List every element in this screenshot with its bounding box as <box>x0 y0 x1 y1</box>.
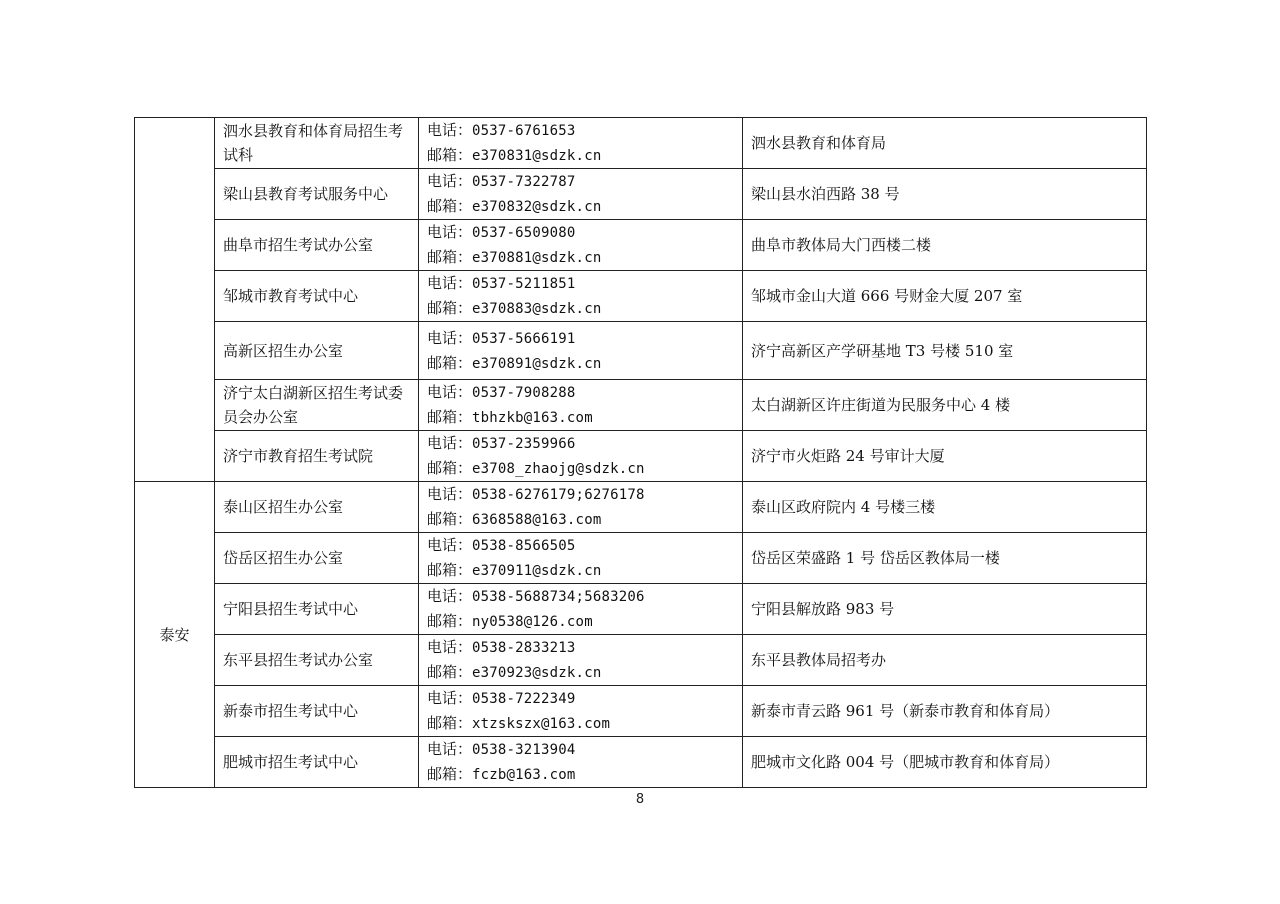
office-name-cell: 邹城市教育考试中心 <box>215 271 419 322</box>
email-label: 邮箱： <box>427 146 473 164</box>
email-line <box>427 507 734 532</box>
phone-line <box>427 271 734 296</box>
phone-label: 电话： <box>427 740 473 758</box>
phone-number: 0537-5211851 <box>472 276 576 292</box>
office-name-cell: 梁山县教育考试服务中心 <box>215 169 419 220</box>
region-cell <box>135 118 215 482</box>
phone-line <box>427 380 734 405</box>
office-name-cell: 济宁太白湖新区招生考试委员会办公室 <box>215 380 419 431</box>
office-name-cell: 东平县招生考试办公室 <box>215 635 419 686</box>
email-address: e370923@sdzk.cn <box>472 665 602 681</box>
office-name-cell: 济宁市教育招生考试院 <box>215 431 419 482</box>
email-label: 邮箱： <box>427 459 473 477</box>
office-name-cell: 新泰市招生考试中心 <box>215 686 419 737</box>
phone-line <box>427 737 734 762</box>
table-row <box>135 118 1147 169</box>
email-address: e370891@sdzk.cn <box>472 355 602 372</box>
contact-cell <box>419 431 743 482</box>
phone-number: 0538-7222349 <box>472 691 576 707</box>
phone-label: 电话： <box>427 536 473 554</box>
email-label: 邮箱： <box>427 765 473 783</box>
address-cell: 宁阳县解放路 983 号 <box>743 584 1147 635</box>
phone-number: 0538-5688734;5683206 <box>472 589 645 605</box>
phone-label: 电话： <box>427 485 473 503</box>
table-row <box>135 271 1147 322</box>
email-address: e370831@sdzk.cn <box>472 148 602 164</box>
table-row <box>135 220 1147 271</box>
table-row <box>135 584 1147 635</box>
email-label: 邮箱： <box>427 561 473 579</box>
address-cell: 梁山县水泊西路 38 号 <box>743 169 1147 220</box>
email-line <box>427 351 734 376</box>
phone-line <box>427 584 734 609</box>
email-address: 6368588@163.com <box>472 512 602 528</box>
address-cell: 曲阜市教体局大门西楼二楼 <box>743 220 1147 271</box>
phone-line <box>427 533 734 558</box>
email-line <box>427 456 734 481</box>
table-row <box>135 431 1147 482</box>
contact-cell <box>419 737 743 788</box>
phone-number: 0538-8566505 <box>472 538 576 554</box>
table-row <box>135 169 1147 220</box>
phone-label: 电话： <box>427 121 473 139</box>
email-line <box>427 405 734 430</box>
email-label: 邮箱： <box>427 248 473 266</box>
phone-number: 0537-5666191 <box>472 330 576 347</box>
contact-cell <box>419 322 743 380</box>
email-label: 邮箱： <box>427 353 473 372</box>
address-cell: 肥城市文化路 004 号（肥城市教育和体育局） <box>743 737 1147 788</box>
phone-line <box>427 686 734 711</box>
table-body <box>135 118 1147 788</box>
phone-line <box>427 220 734 245</box>
contact-cell <box>419 584 743 635</box>
email-line <box>427 558 734 583</box>
office-name-cell: 宁阳县招生考试中心 <box>215 584 419 635</box>
email-label: 邮箱： <box>427 510 473 528</box>
exam-office-contact-table <box>134 117 1147 788</box>
address-cell: 太白湖新区许庄街道为民服务中心 4 楼 <box>743 380 1147 431</box>
phone-number: 0537-6509080 <box>472 225 576 241</box>
email-address: e370911@sdzk.cn <box>472 563 602 579</box>
phone-line <box>427 326 734 351</box>
contact-cell <box>419 533 743 584</box>
phone-number: 0537-7322787 <box>472 174 576 190</box>
contact-cell <box>419 686 743 737</box>
phone-line <box>427 482 734 507</box>
address-cell: 新泰市青云路 961 号（新泰市教育和体育局） <box>743 686 1147 737</box>
phone-line <box>427 635 734 660</box>
contact-cell <box>419 118 743 169</box>
contact-cell <box>419 635 743 686</box>
phone-line <box>427 169 734 194</box>
email-line <box>427 143 734 168</box>
office-name-cell: 泗水县教育和体育局招生考试科 <box>215 118 419 169</box>
phone-label: 电话： <box>427 223 473 241</box>
email-line <box>427 296 734 321</box>
table-row <box>135 533 1147 584</box>
phone-number: 0537-7908288 <box>472 385 576 401</box>
email-label: 邮箱： <box>427 197 473 215</box>
phone-number: 0538-6276179;6276178 <box>472 487 645 503</box>
phone-label: 电话： <box>427 689 473 707</box>
email-label: 邮箱： <box>427 714 473 732</box>
contact-cell <box>419 220 743 271</box>
email-address: e370883@sdzk.cn <box>472 301 602 317</box>
phone-number: 0537-6761653 <box>472 123 576 139</box>
page-number: 8 <box>635 792 645 807</box>
table-row <box>135 380 1147 431</box>
table-row <box>135 686 1147 737</box>
email-address: e3708_zhaojg@sdzk.cn <box>472 461 645 477</box>
address-cell: 邹城市金山大道 666 号财金大厦 207 室 <box>743 271 1147 322</box>
email-label: 邮箱： <box>427 663 473 681</box>
office-name-cell: 岱岳区招生办公室 <box>215 533 419 584</box>
email-line <box>427 194 734 219</box>
phone-label: 电话： <box>427 587 473 605</box>
email-address: fczb@163.com <box>472 767 576 783</box>
address-cell: 济宁高新区产学研基地 T3 号楼 510 室 <box>743 322 1147 380</box>
phone-label: 电话： <box>427 172 473 190</box>
contact-cell <box>419 380 743 431</box>
phone-label: 电话： <box>427 434 473 452</box>
email-address: xtzskszx@163.com <box>472 716 611 732</box>
address-cell: 泰山区政府院内 4 号楼三楼 <box>743 482 1147 533</box>
table-row <box>135 322 1147 380</box>
office-name-cell: 曲阜市招生考试办公室 <box>215 220 419 271</box>
phone-number: 0538-2833213 <box>472 640 576 656</box>
address-cell: 东平县教体局招考办 <box>743 635 1147 686</box>
phone-line <box>427 431 734 456</box>
email-address: ny0538@126.com <box>472 614 593 630</box>
email-line <box>427 245 734 270</box>
email-line <box>427 762 734 787</box>
email-address: e370832@sdzk.cn <box>472 199 602 215</box>
email-line <box>427 660 734 685</box>
table-row <box>135 635 1147 686</box>
phone-line <box>427 118 734 143</box>
phone-number: 0537-2359966 <box>472 436 576 452</box>
address-cell: 济宁市火炬路 24 号审计大厦 <box>743 431 1147 482</box>
email-address: e370881@sdzk.cn <box>472 250 602 266</box>
region-cell: 泰安 <box>135 482 215 788</box>
phone-label: 电话： <box>427 274 473 292</box>
email-line <box>427 711 734 736</box>
table-row <box>135 482 1147 533</box>
address-cell: 岱岳区荣盛路 1 号 岱岳区教体局一楼 <box>743 533 1147 584</box>
email-label: 邮箱： <box>427 612 473 630</box>
email-address: tbhzkb@163.com <box>472 410 593 426</box>
office-name-cell: 高新区招生办公室 <box>215 322 419 380</box>
contact-cell <box>419 271 743 322</box>
email-label: 邮箱： <box>427 408 473 426</box>
table-row <box>135 737 1147 788</box>
phone-label: 电话： <box>427 328 473 347</box>
phone-number: 0538-3213904 <box>472 742 576 758</box>
office-name-cell: 泰山区招生办公室 <box>215 482 419 533</box>
office-name-cell: 肥城市招生考试中心 <box>215 737 419 788</box>
email-line <box>427 609 734 634</box>
phone-label: 电话： <box>427 383 473 401</box>
address-cell: 泗水县教育和体育局 <box>743 118 1147 169</box>
email-label: 邮箱： <box>427 299 473 317</box>
contact-cell <box>419 169 743 220</box>
contact-cell <box>419 482 743 533</box>
phone-label: 电话： <box>427 638 473 656</box>
